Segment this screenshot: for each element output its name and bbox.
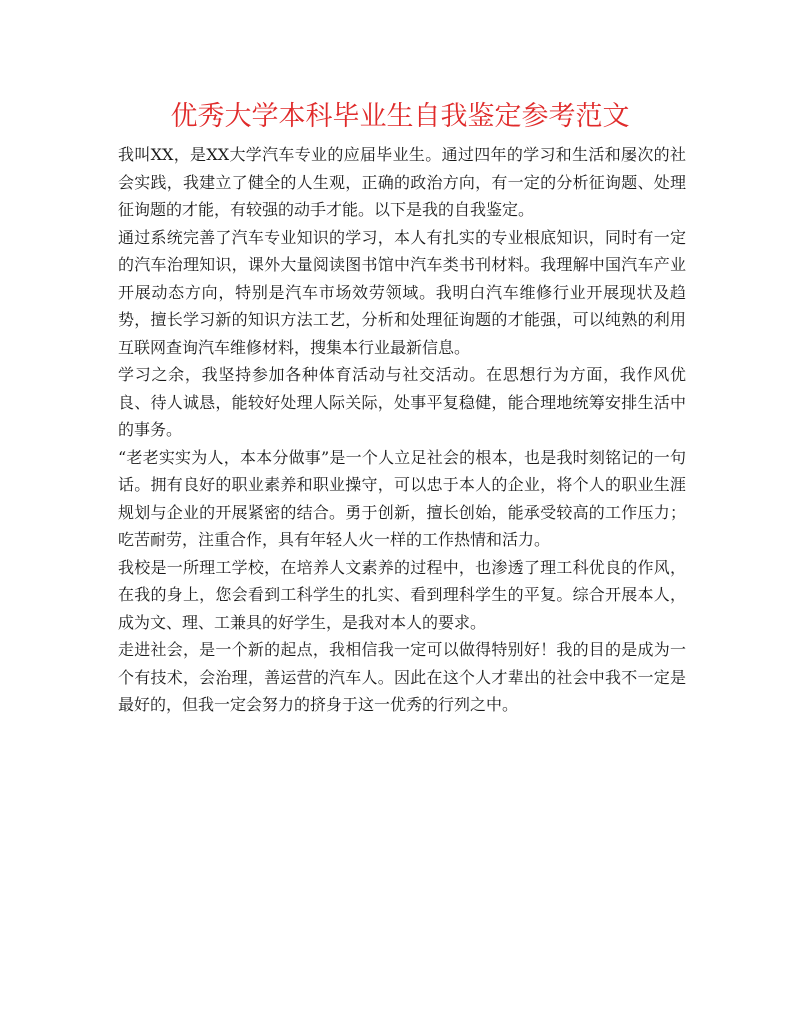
paragraph-character: “老老实实为人，本本分做事”是一个人立足社会的根本，也是我时刻铭记的一句话。拥有良好的职业素养和职业操守，可以忠于本人的企业，将个人的职业生涯规划与企业的开展紧密的结合。勇于创新，擅长创始，能承受较高的工作压力；吃苦耐劳，注重合作，具有年轻人火一样的工作热情和活力。 — [118, 447, 686, 549]
paragraph-activities: 学习之余，我坚持参加各种体育活动与社交活动。在思想行为方面，我作风优良、待人诚恳，能较好处理人际关际，处事平复稳健，能合理地统筹安排生活中的事务。 — [118, 365, 686, 439]
paragraph-school: 我校是一所理工学校，在培养人文素养的过程中，也渗透了理工科优良的作风，在我的身上，您会看到工科学生的扎实、看到理科学生的平复。综合开展本人，成为文、理、工兼具的好学生，是我对本人的要求。 — [118, 557, 686, 632]
document-title: 优秀大学本科毕业生自我鉴定参考范文 — [170, 101, 630, 132]
paragraph-professional-knowledge: 通过系统完善了汽车专业知识的学习，本人有扎实的专业根底知识，同时有一定的汽车治理知识，课外大量阅读图书馆中汽车类书刊材料。我理解中国汽车产业开展动态方向，特别是汽车市场效劳领域。我明白汽车维修行业开展现状及趋势，擅长学习新的知识方法工艺，分析和处理征询题的才能强，可以纯熟的利用互联网查询汽车维修材料，搜集本行业最新信息。 — [118, 227, 686, 357]
paragraph-future: 走进社会，是一个新的起点，我相信我一定可以做得特别好！我的目的是成为一个有技术，会治理，善运营的汽车人。因此在这个人才辈出的社会中我不一定是最好的，但我一定会努力的挤身于这一优秀的行列之中。 — [118, 640, 686, 714]
document-body — [118, 141, 686, 719]
paragraph-intro: 我叫XX，是XX大学汽车专业的应届毕业生。通过四年的学习和生活和屡次的社会实践，我建立了健全的人生观，正确的政治方向，有一定的分析征询题、处理征询题的才能，有较强的动手才能。以下是我的自我鉴定。 — [118, 145, 686, 219]
